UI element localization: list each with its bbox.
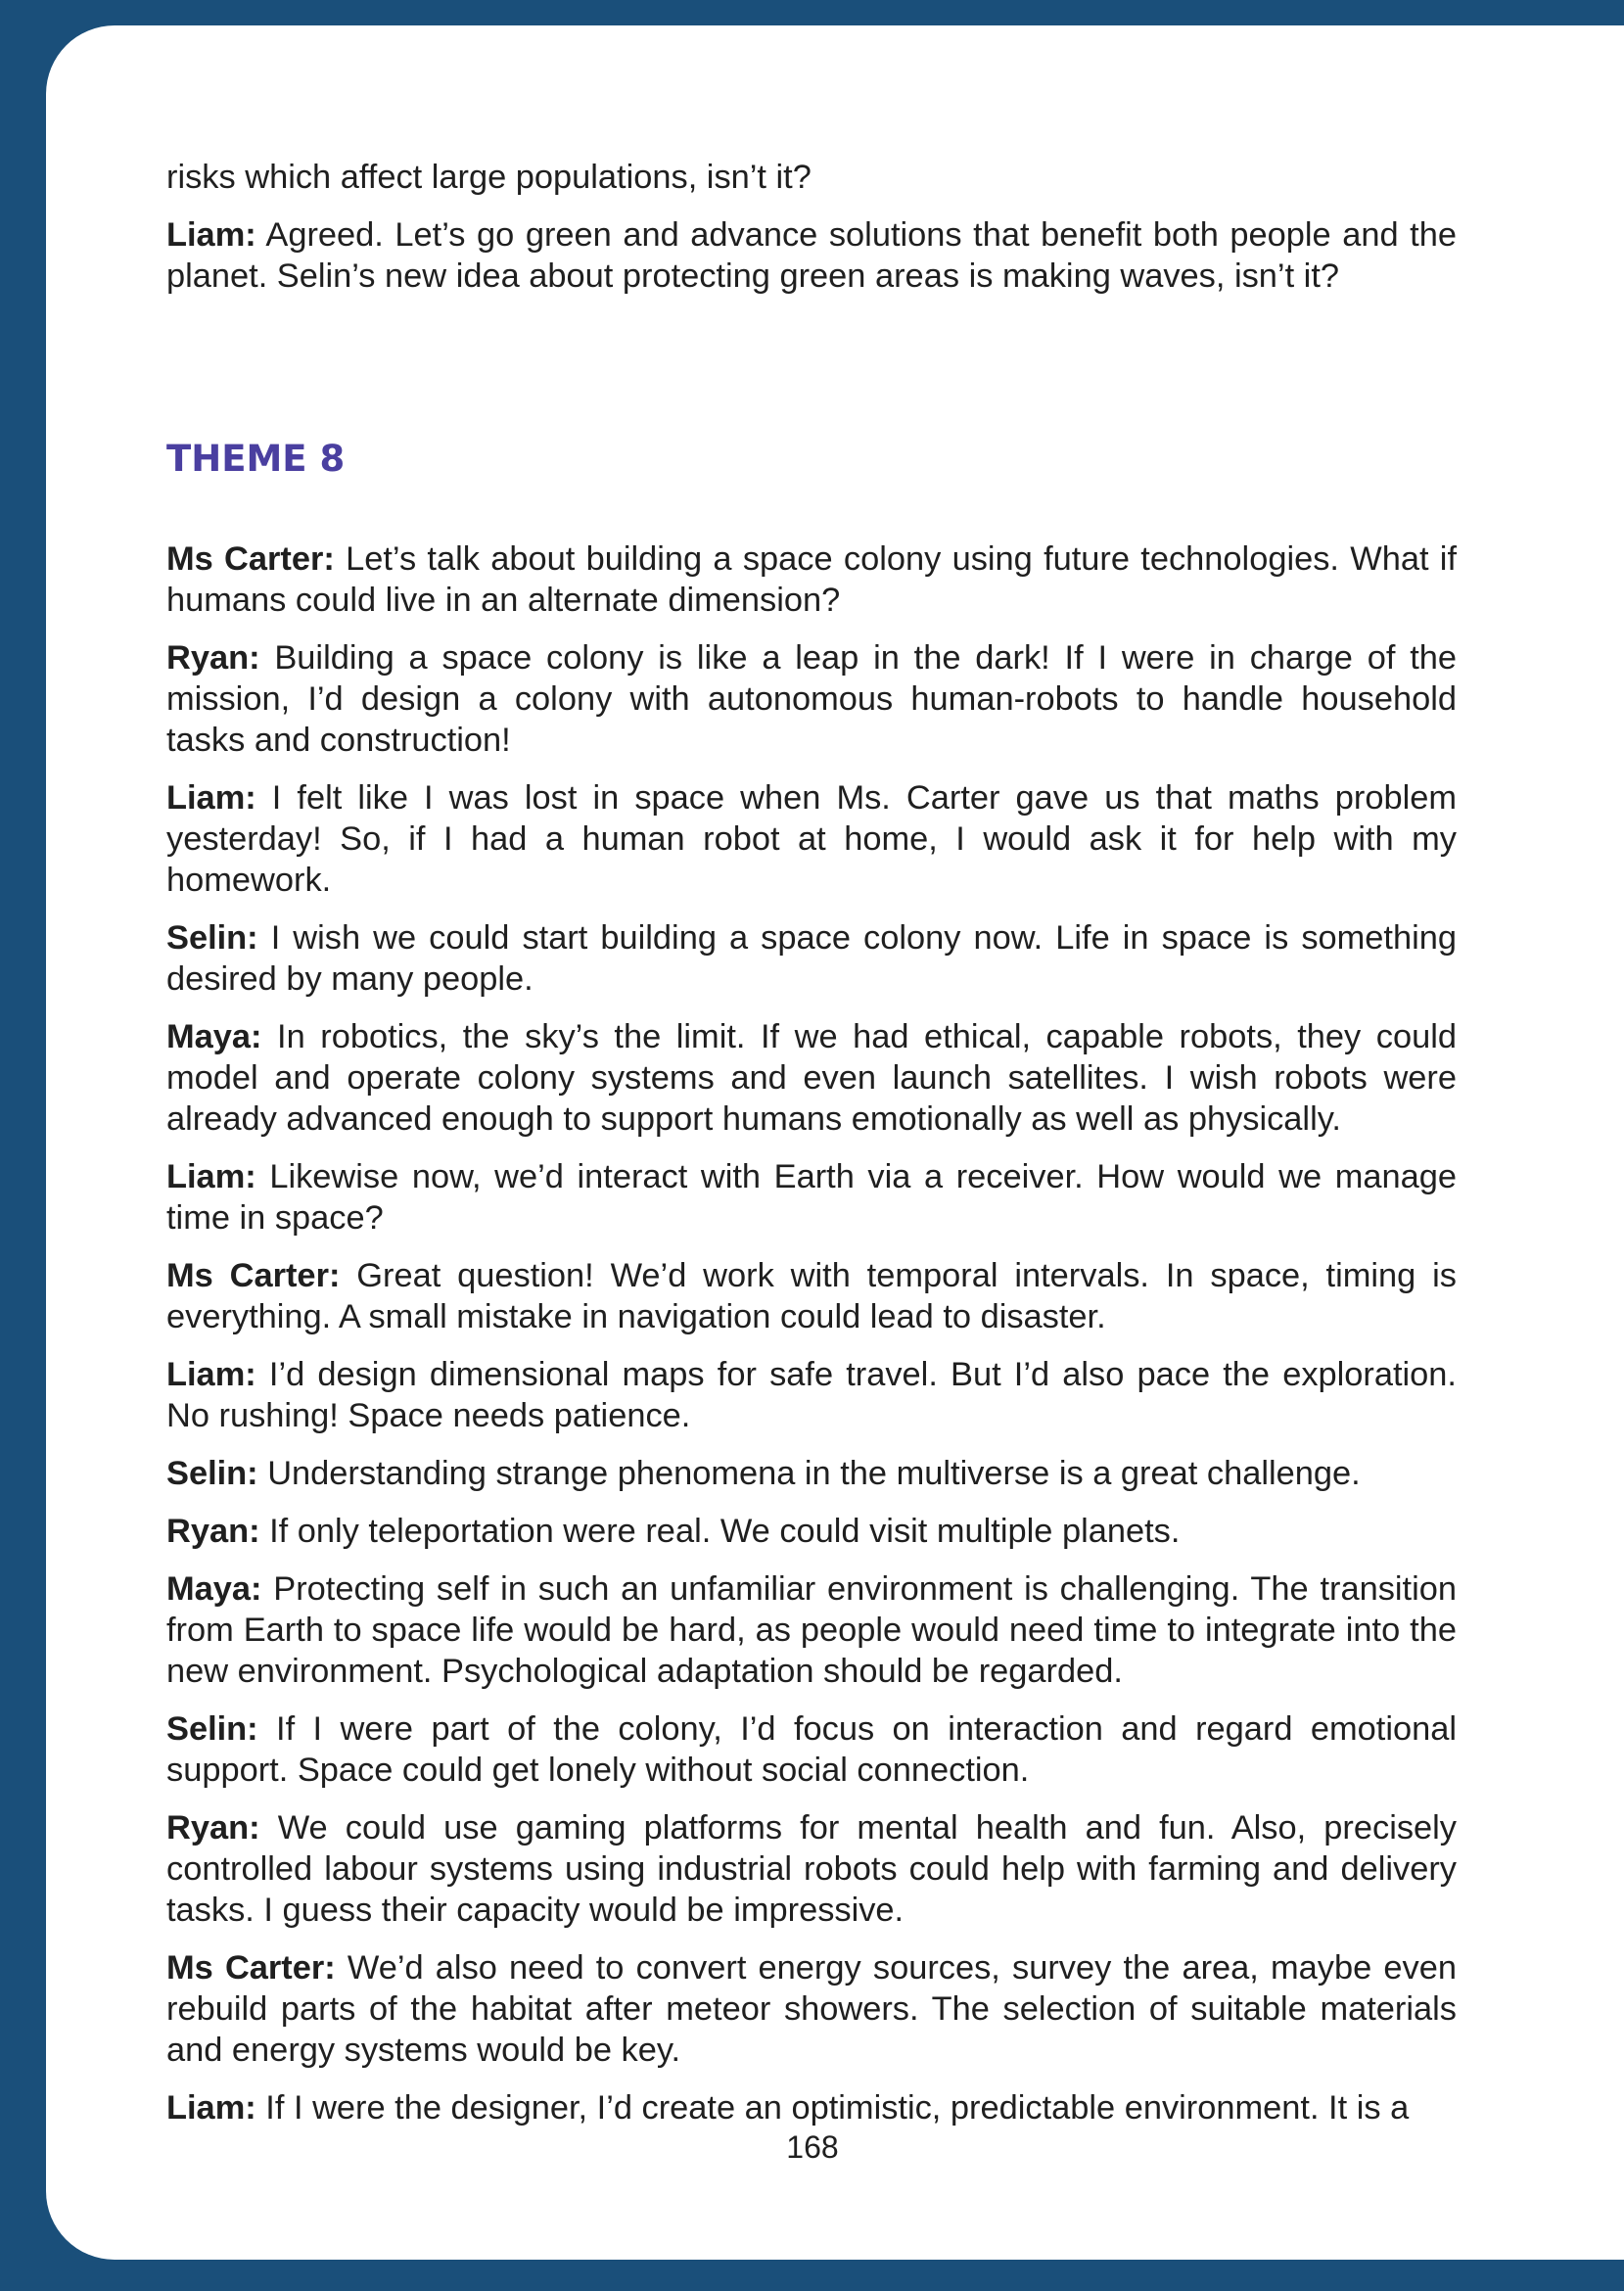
speaker-name: Liam: (166, 1158, 256, 1195)
theme-title: THEME 8 (166, 438, 346, 480)
speaker-name: Selin: (166, 1710, 258, 1748)
line-text: I felt like I was lost in space when Ms. Carter gave us that maths problem yesterday! So, if I had a human robot at home, I would ask it for help with my homework. (166, 779, 1457, 899)
line-text: Great question! We’d work with temporal intervals. In space, timing is everything. A small mistake in navigation could lead to disaster. (166, 1257, 1457, 1335)
intro-paragraph-2 (166, 214, 1457, 297)
page-number: 168 (786, 2129, 839, 2165)
dialogue-line (166, 1511, 1457, 1552)
dialogue-line (166, 1568, 1457, 1692)
speaker-name: Ryan: (166, 1809, 260, 1847)
line-text: I wish we could start building a space colony now. Life in space is something desired by many people. (166, 919, 1457, 998)
line-text: In robotics, the sky’s the limit. If we had ethical, capable robots, they could model and operate colony systems and even launch satellites. I wish robots were already advanced enough to support humans emotionally as well as physically. (166, 1018, 1457, 1138)
line-text: If I were the designer, I’d create an optimistic, predictable environment. It is a (255, 2089, 1410, 2127)
speaker-name: Ms Carter: (166, 1949, 336, 1987)
speaker-name: Ms Carter: (166, 540, 335, 578)
dialogue-line (166, 1156, 1457, 1239)
intro-text (166, 157, 1457, 313)
line-text: Building a space colony is like a leap in the dark! If I were in charge of the mission, I’d design a colony with autonomous human-robots to handle household tasks and construction! (166, 639, 1457, 759)
line-text: I’d design dimensional maps for safe travel. But I’d also pace the exploration. No rushing! Space needs patience. (166, 1356, 1457, 1434)
page-frame-top (0, 0, 1624, 25)
dialogue-line (166, 2087, 1457, 2128)
line-text: Likewise now, we’d interact with Earth via a receiver. How would we manage time in space? (166, 1158, 1457, 1237)
speaker-name: Liam: (166, 2089, 256, 2127)
intro-text-1: risks which affect large populations, isn’t it? (166, 159, 812, 196)
line-text: Understanding strange phenomena in the multiverse is a great challenge. (257, 1455, 1361, 1492)
line-text: Protecting self in such an unfamiliar environment is challenging. The transition from Earth to space life would be hard, as people would need time to integrate into the new environment. Psychological adaptation should be regarded. (166, 1570, 1457, 1690)
dialogue-line (166, 637, 1457, 761)
line-text: Agreed. Let’s go green and advance solutions that benefit both people and the planet. Selin’s new idea about protecting green areas is making waves, isn’t it? (166, 216, 1457, 295)
dialogue-line (166, 1807, 1457, 1931)
speaker-name: Ms Carter: (166, 1257, 341, 1294)
dialogue-line (166, 1354, 1457, 1436)
intro-paragraph-1 (166, 157, 1457, 198)
speaker-name: Selin: (166, 919, 258, 957)
dialogue-line (166, 777, 1457, 901)
line-text: We’d also need to convert energy sources, survey the area, maybe even rebuild parts of the habitat after meteor showers. The selection of suitable materials and energy systems would be key. (166, 1949, 1457, 2069)
speaker-name: Ryan: (166, 639, 260, 677)
dialogue-line (166, 1453, 1457, 1494)
line-text: We could use gaming platforms for mental health and fun. Also, precisely controlled labour systems using industrial robots could help with farming and delivery tasks. I guess their capacity would be impressive. (166, 1809, 1457, 1929)
dialogue (166, 538, 1457, 2145)
line-text: Let’s talk about building a space colony using future technologies. What if humans could live in an alternate dimension? (166, 540, 1458, 619)
line-text: If I were part of the colony, I’d focus on interaction and regard emotional support. Space could get lonely without social connection. (166, 1710, 1457, 1789)
speaker-name: Ryan: (166, 1513, 260, 1550)
speaker-name: Selin: (166, 1455, 258, 1492)
speaker-name: Liam: (166, 216, 256, 254)
dialogue-line (166, 1016, 1457, 1140)
speaker-name: Liam: (166, 779, 256, 817)
dialogue-line (166, 1255, 1457, 1337)
line-text: If only teleportation were real. We could visit multiple planets. (259, 1513, 1181, 1550)
dialogue-line (166, 917, 1457, 1000)
dialogue-line (166, 538, 1457, 621)
dialogue-line (166, 1708, 1457, 1791)
speaker-name: Liam: (166, 1356, 256, 1393)
dialogue-line (166, 1947, 1457, 2071)
speaker-name: Maya: (166, 1570, 262, 1608)
speaker-name: Maya: (166, 1018, 262, 1055)
